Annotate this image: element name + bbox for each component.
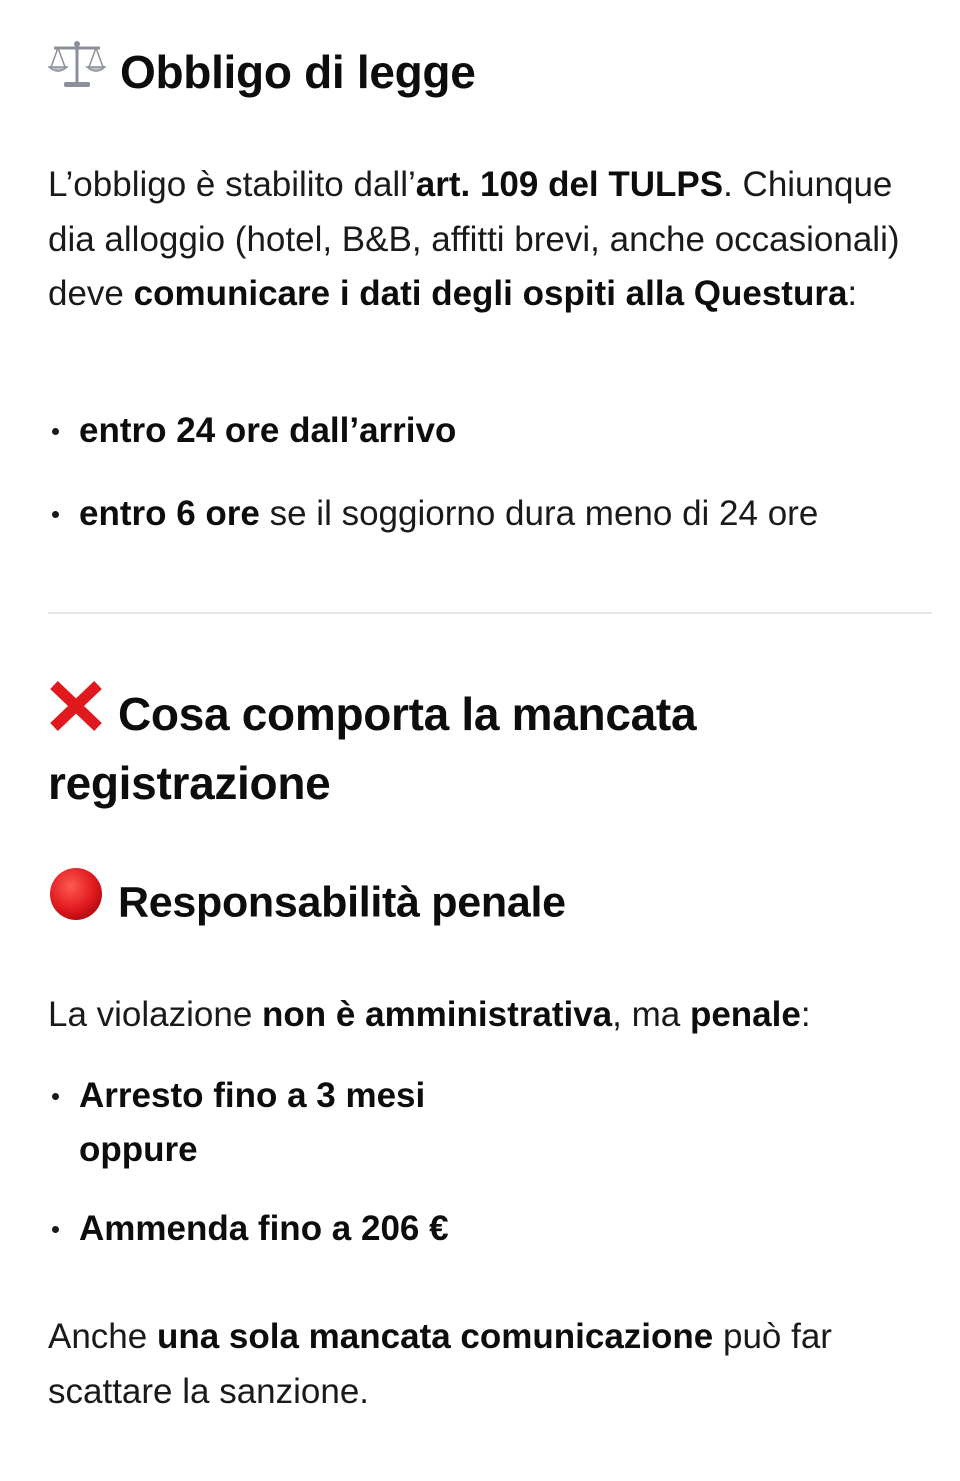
bold-text: comunicare i dati degli ospiti alla Questura — [133, 274, 848, 313]
cross-mark-icon — [48, 681, 104, 749]
paragraph-sanzione — [48, 1310, 928, 1419]
text-run: . Chiunque dia alloggio (hotel, B&B, affitti brevi, anche occasionali) deve — [48, 165, 900, 313]
heading-responsabilita-text: Responsabilità penale — [118, 878, 566, 927]
bullet-dot — [52, 1093, 59, 1100]
list-item — [48, 487, 948, 541]
list-item-line1: Arresto fino a 3 mesi — [79, 1076, 426, 1115]
list-item-text: Ammenda fino a 206 € — [79, 1209, 449, 1248]
balance-scale-icon — [48, 39, 106, 107]
heading-obbligo — [48, 38, 476, 107]
text-run: può far scattare la sanzione. — [48, 1317, 832, 1411]
bold-text: art. 109 del TULPS — [415, 165, 724, 204]
list-item — [48, 1069, 948, 1179]
text-run: L’obbligo è stabilito dall’ — [48, 165, 416, 204]
list-item — [48, 404, 948, 458]
bold-text: una sola mancata comunicazione — [156, 1317, 714, 1356]
text-run: Anche — [48, 1317, 157, 1356]
bold-text: entro 24 ore dall’arrivo — [79, 411, 457, 450]
heading-mancata-line2: registrazione — [48, 756, 331, 809]
red-circle-icon — [48, 866, 104, 938]
text-run: : — [800, 995, 811, 1034]
text-run: : — [847, 274, 858, 313]
bold-text: penale — [689, 995, 801, 1034]
divider — [48, 612, 932, 614]
bullet-dot — [52, 428, 59, 435]
paragraph-obbligo — [48, 158, 928, 322]
text-run: La violazione — [48, 995, 263, 1034]
bullet-dot — [52, 511, 59, 518]
paragraph-violazione — [48, 988, 928, 1043]
heading-mancata-line1: Cosa comporta la mancata — [118, 688, 697, 740]
heading-obbligo-text: Obbligo di legge — [120, 46, 476, 98]
list-item-line2: oppure — [79, 1130, 198, 1169]
list-item-text — [79, 1069, 425, 1177]
text-run: se il soggiorno dura meno di 24 ore — [259, 494, 819, 533]
bold-text: non è amministrativa — [262, 995, 613, 1034]
list-item — [48, 1202, 948, 1256]
heading-mancata-registrazione — [48, 680, 928, 817]
text-run: , ma — [612, 995, 690, 1034]
list-item-text — [79, 487, 818, 541]
heading-responsabilita — [48, 872, 566, 938]
bold-text: entro 6 ore — [79, 494, 260, 533]
list-item-text — [79, 404, 456, 458]
bullet-dot — [52, 1226, 59, 1233]
